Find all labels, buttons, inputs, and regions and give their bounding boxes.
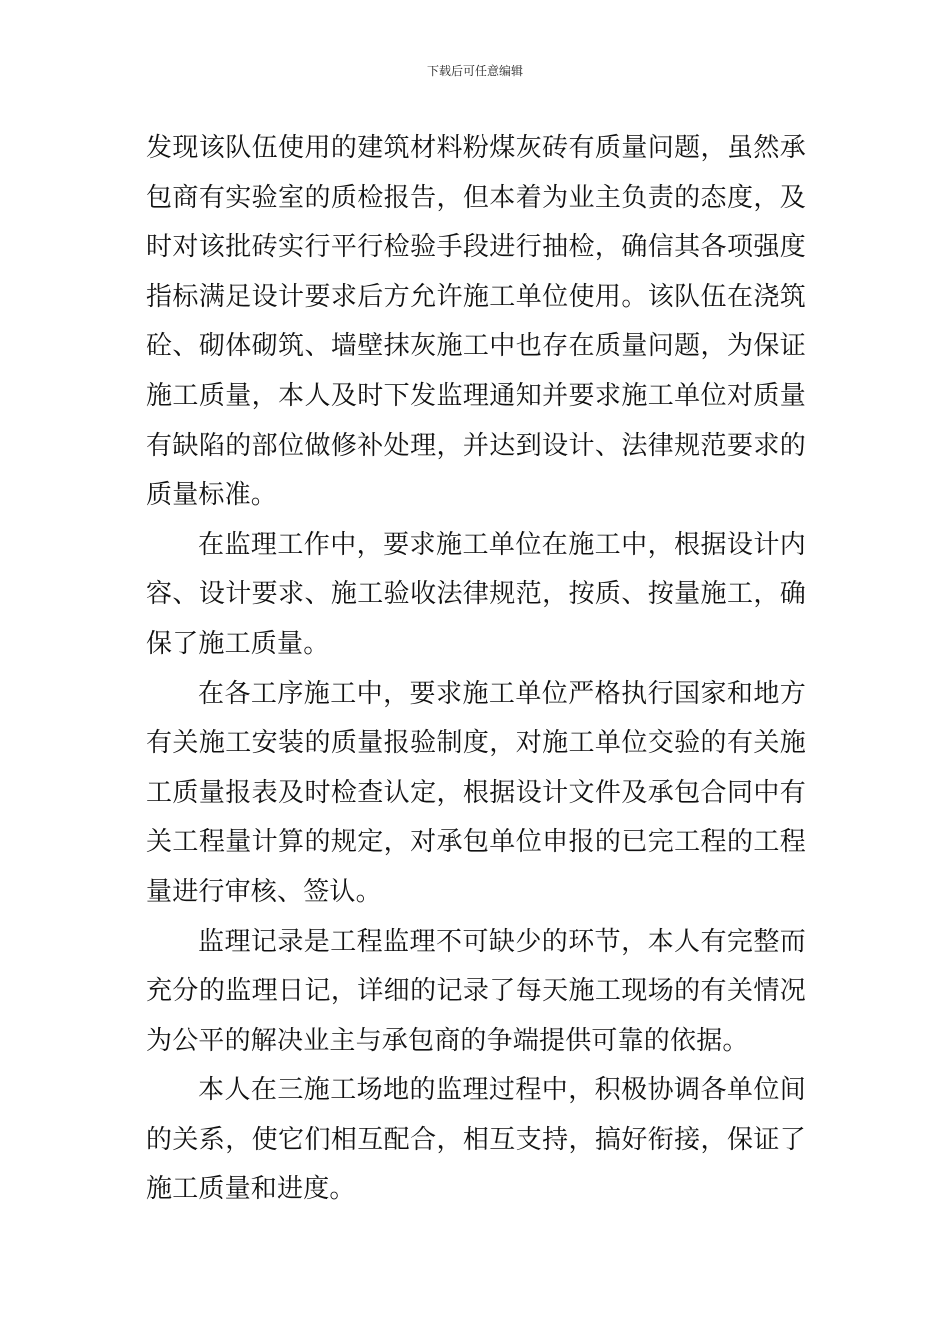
paragraph-coordination: 本人在三施工场地的监理过程中，积极协调各单位间的关系，使它们相互配合，相互支持，搞好衔接，保证了施工质量和进度。 — [146, 1075, 806, 1205]
paragraph-supervision-records: 监理记录是工程监理不可缺少的环节，本人有完整而充分的监理日记，详细的记录了每天施工现场的有关情况为公平的解决业主与承包商的争端提供可靠的依据。 — [146, 926, 806, 1056]
paragraph-process-inspection: 在各工序施工中，要求施工单位严格执行国家和地方有关施工安装的质量报验制度，对施工单位交验的有关施工质量报表及时检查认定，根据设计文件及承包合同中有关工程量计算的规定，对承包单位申报的已完工程的工程量进行审核、签认。 — [146, 678, 806, 907]
paragraph-material-quality: 发现该队伍使用的建筑材料粉煤灰砖有质量问题，虽然承包商有实验室的质检报告，但本着为业主负责的态度，及时对该批砖实行平行检验手段进行抽检，确信其各项强度指标满足设计要求后方允许施工单位使用。该队伍在浇筑砼、砌体砌筑、墙壁抹灰施工中也存在质量问题，为保证施工质量，本人及时下发监理通知并要求施工单位对质量有缺陷的部位做修补处理，并达到设计、法律规范要求的质量标准。 — [146, 133, 806, 511]
page-header: 下载后可任意编辑 — [426, 64, 523, 78]
paragraph-supervision-work: 在监理工作中，要求施工单位在施工中，根据设计内容、设计要求、施工验收法律规范，按质、按量施工，确保了施工质量。 — [146, 529, 806, 659]
document-body — [146, 124, 806, 1215]
